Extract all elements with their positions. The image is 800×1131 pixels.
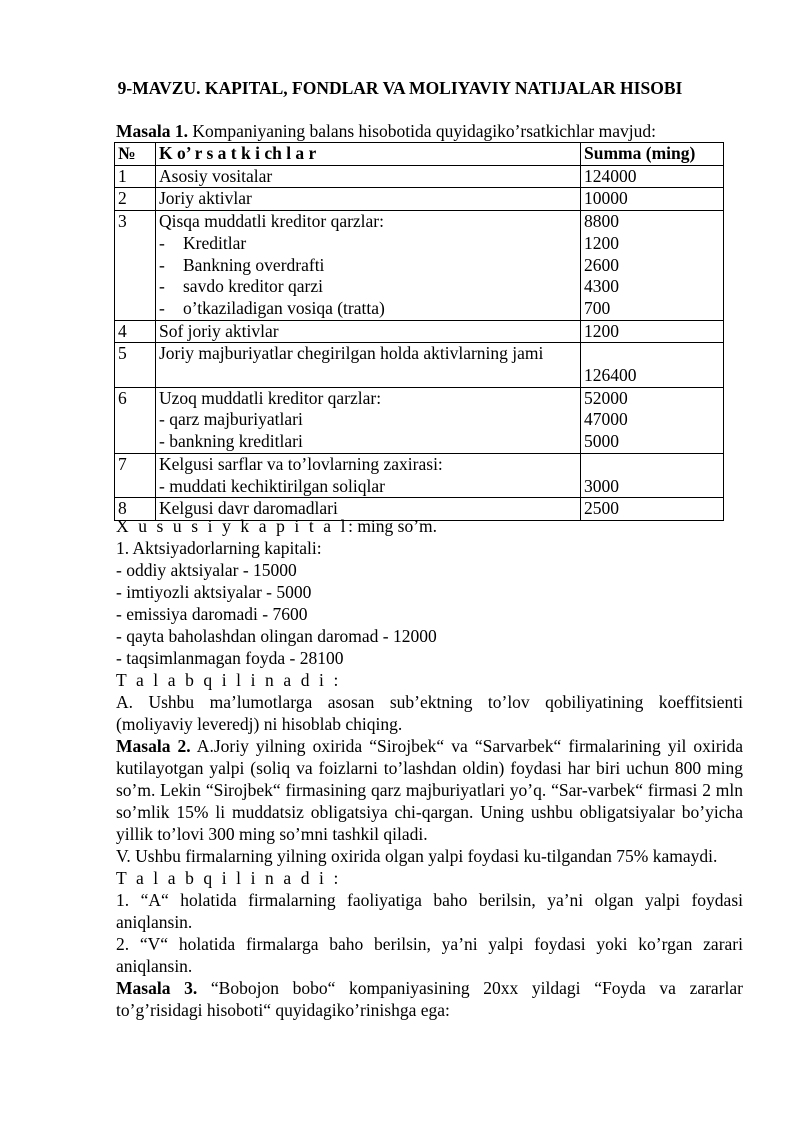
- capital-line: - qayta baholashdan olingan daromad - 12000: [116, 626, 437, 646]
- row-sum: 8800: [584, 211, 619, 232]
- sub-item: - qarz majburiyatlari: [159, 409, 303, 430]
- sub-sum: 1200: [584, 232, 619, 253]
- row-name: Joriy aktivlar: [156, 188, 581, 211]
- row-sum: 52000: [584, 387, 628, 408]
- row-number: 4: [115, 320, 156, 343]
- masala2-paragraph: Masala 2. A.Joriy yilning oxirida “Sirojbek“ va “Sarvarbek“ firmalarining yil oxirida kutilayotgan yalpi (soliq va foizlarni to’lashdan oldin) foydasi har biri uchun 800 ming so’m. Lekin “Sirojbek“ firmasining qarz majburiyatlari yo’q. “Sar-varbek“ firmasi 2 mln so’mlik 15% li muddatsiz obligatsiya chi-qargan. Uning ushbu obligatsiyalar bo’yicha yillik to’lovi 300 ming so’mni tashkil qiladi.: [116, 736, 743, 844]
- capital-line: - oddiy aktsiyalar - 15000: [116, 560, 297, 580]
- table-row: [115, 453, 724, 497]
- row-sum-group: [581, 387, 724, 453]
- row-name-group: [156, 387, 581, 453]
- task-a: A. Ushbu ma’lumotlarga asosan sub’ektning to’lov qobiliyatining koeffitsienti (moliyaviy leveredj) ni hisoblab chiqing.: [116, 692, 743, 734]
- row-name: Kelgusi sarflar va to’lovlarning zaxirasi:: [159, 453, 443, 474]
- row-number: 1: [115, 165, 156, 188]
- capital-line: - taqsimlanmagan foyda - 28100: [116, 648, 344, 668]
- row-number: 3: [115, 211, 156, 321]
- talab-heading: T a l a b q i l i n a d i :: [116, 868, 341, 888]
- row-number: 5: [115, 343, 156, 387]
- masala1-text: Kompaniyaning balans hisobotida quyidagiko’rsatkichlar mavjud:: [187, 121, 656, 141]
- row-number: 7: [115, 453, 156, 497]
- table-row: [115, 343, 724, 387]
- row-number: 2: [115, 188, 156, 211]
- table-row: [115, 165, 724, 188]
- row-sum: 10000: [581, 188, 724, 211]
- row-name: Joriy majburiyatlar chegirilgan holda aktivlarning jami: [156, 343, 581, 387]
- row-name: Qisqa muddatli kreditor qarzlar:: [159, 211, 384, 232]
- sub-item: - o’tkaziladigan vosiqa (tratta): [159, 297, 385, 318]
- sub-sum: 700: [584, 297, 611, 318]
- sub-item: - bankning kreditlari: [159, 431, 303, 452]
- capital-heading: X u s u s i y k a p i t a l: ming so’m.: [116, 516, 438, 536]
- table-row: [115, 387, 724, 453]
- text-body: [116, 515, 743, 1021]
- table-row: [115, 320, 724, 343]
- sub-item: - Bankning overdrafti: [159, 254, 325, 275]
- row-sum-cell: [581, 453, 724, 497]
- sub-sum: 4300: [584, 276, 619, 297]
- row-sum: 2500: [581, 498, 724, 521]
- masala3-paragraph: Masala 3. “Bobojon bobo“ kompaniyasining 20xx yildagi “Foyda va zararlar to’g’risidagi hisoboti“ quyidagiko’rinishga ega:: [116, 978, 743, 1020]
- row-name: Sof joriy aktivlar: [156, 320, 581, 343]
- row-name-group: [156, 453, 581, 497]
- row-sum: 126400: [584, 365, 637, 386]
- row-sum-group: [581, 211, 724, 321]
- row-sum-cell: [581, 343, 724, 387]
- row-name-group: [156, 211, 581, 321]
- sub-sum: 47000: [584, 409, 628, 430]
- row-number: 6: [115, 387, 156, 453]
- header-number: №: [115, 143, 156, 166]
- masala1-label: Masala 1.: [116, 121, 188, 141]
- table-row: [115, 188, 724, 211]
- sub-item: - muddati kechiktirilgan soliqlar: [159, 475, 385, 496]
- row-sum: 3000: [584, 475, 619, 496]
- capital-line: - emissiya daromadi - 7600: [116, 604, 308, 624]
- row-name: Asosiy vositalar: [156, 165, 581, 188]
- sub-item: - savdo kreditor qarzi: [159, 276, 323, 297]
- balance-table: [114, 142, 724, 521]
- row-sum: 124000: [581, 165, 724, 188]
- task-item: 2. “V“ holatida firmalarga baho berilsin, ya’ni yalpi foydasi yoki ko’rgan zarari aniqlansin.: [116, 934, 743, 976]
- header-sum: Summa (ming): [581, 143, 724, 166]
- task-item: 1. “A“ holatida firmalarning faoliyatiga baho berilsin, ya’ni olgan yalpi foydasi aniqlansin.: [116, 890, 743, 932]
- sub-sum: 2600: [584, 254, 619, 275]
- masala2-v: V. Ushbu firmalarning yilning oxirida olgan yalpi foydasi ku-tilgandan 75% kamaydi.: [116, 846, 718, 866]
- sub-sum: 5000: [584, 431, 619, 452]
- header-indicators: K o’ r s a t k i ch l a r: [156, 143, 581, 166]
- row-sum: 1200: [581, 320, 724, 343]
- page-title: 9-MAVZU. KAPITAL, FONDLAR VA MOLIYAVIY NATIJALAR HISOBI: [117, 78, 683, 98]
- capital-line: 1. Aktsiyadorlarning kapitali:: [116, 538, 322, 558]
- table-header-row: [115, 143, 724, 166]
- sub-item: - Kreditlar: [159, 232, 247, 253]
- row-name: Kelgusi davr daromadlari: [156, 498, 581, 521]
- row-number: 8: [115, 498, 156, 521]
- masala1-intro: [116, 120, 726, 142]
- table-row: [115, 211, 724, 321]
- talab-heading: T a l a b q i l i n a d i :: [116, 670, 341, 690]
- row-name: Uzoq muddatli kreditor qarzlar:: [159, 387, 382, 408]
- capital-line: - imtiyozli aktsiyalar - 5000: [116, 582, 312, 602]
